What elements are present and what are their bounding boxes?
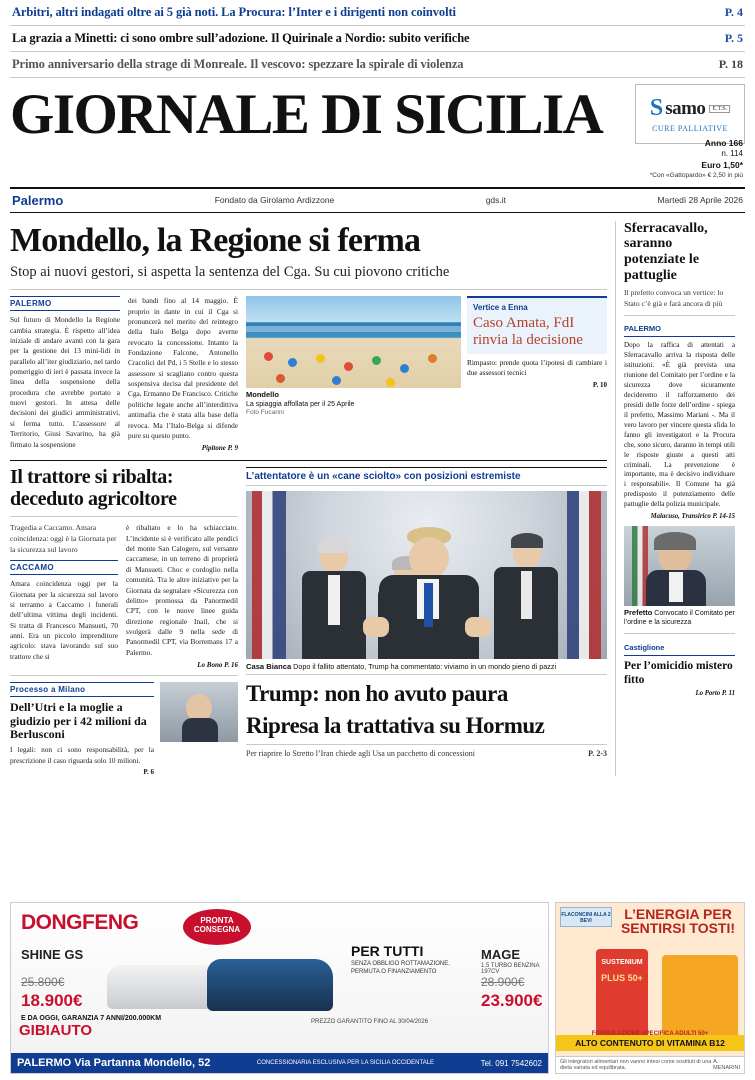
berlusconi-page: P. 6 — [143, 768, 154, 777]
trump-sub-text: Per riaprire lo Stretto l’Iran chiede agli Usa un pacchetto di concessioni — [246, 748, 476, 758]
trattore-headline[interactable]: Il trattore si ribalta: deceduto agricoltore — [10, 466, 177, 510]
prezzo-label: Euro 1,50* — [701, 160, 743, 171]
trump-caption-text: Dopo il fallito attentato, Trump ha commentato: viviamo in un mondo pieno di pazzi — [293, 662, 557, 672]
teaser-text: Primo anniversario della strage di Monreale. Il vescovo: spezzare la spirale di violenza — [12, 57, 464, 71]
berlusconi-photo — [160, 682, 238, 742]
enna-page: P. 10 — [592, 380, 607, 389]
ad2-band2-text: FORMULAZIONE SPECIFICA ADULTI 50+ — [591, 1031, 709, 1037]
ad2-claim-band — [556, 1035, 744, 1051]
price-note: PREZZO GARANTITO FINO AL 30/04/2026 — [311, 1019, 429, 1025]
enna-box[interactable] — [467, 296, 607, 354]
teaser-row[interactable] — [10, 0, 745, 26]
rail-byline: Malacuso, Transirico P. 14-15 — [650, 513, 735, 521]
trattore-standfirst: Tragedia a Caccamo. Amara coincidenza: oggi è la Giornata per la sicurezza sul lavoro — [10, 523, 117, 554]
dealer-footer — [11, 1053, 548, 1073]
teaser-bar — [0, 0, 755, 78]
edition-rule-bar — [10, 187, 745, 213]
prefetto-caption-text: Convocato il Comitato per l’ordine e la sicurezza — [624, 610, 735, 627]
prefetto-caption — [624, 608, 735, 627]
trump-story — [246, 467, 607, 776]
prefetto-photo — [624, 526, 735, 606]
beach-photo-caption — [246, 390, 461, 418]
trattore-body-2: è ribaltato e lo ha schiacciato. L’incidente si è verificato alle pendici del monte San Calogero, sul versante caccamese, in un terreno di proprietà di Mansueti. Choc e cordoglio nella comunità. Tra le altre iniziative per la Giornata da segnalare «Sicurezza con delitto» promossa da Panormedil CPT, con le nuove linee guida direzione regionale Inail, che si svolgerà dalle 9 nella sede di Panormedil CPT, via Borremans 17 a Palermo. — [126, 523, 238, 657]
advertising-strip — [10, 902, 745, 1074]
teaser-row[interactable] — [10, 52, 745, 78]
caption-title: Mondello — [246, 390, 279, 400]
lead-body-1: Sul futuro di Mondello la Regione cambia strategia. È rispetto all’idea iniziale di andare avanti con la gara per la gestione dei 13 mini-lidi in parallelo all’iter giudiziario, nel tardo pomeriggio di ieri è passata invece la linea della sospensione della procedura che avrebbe portato a nuovi gestori. In attesa delle decisioni dei giudici amministrativi, si ferma tutto. L’assessore al Territorio, Giusi Savarino, ha già firmato la sospensione — [10, 315, 120, 449]
product-variant: PLUS 50+ — [601, 973, 643, 983]
car-photo-2 — [207, 959, 333, 1011]
rail-standfirst: Il prefetto convoca un vertice: lo Stato c’è già e farà ancora di più — [624, 288, 735, 316]
dealer-address: PALERMO Via Partanna Mondello, 52 — [17, 1057, 211, 1069]
ad2-manufacturer: A. MENARINI — [713, 1059, 740, 1071]
car-model-1-old-price: 25.800€ — [21, 975, 65, 989]
castiglione-kicker: Castiglione — [624, 640, 735, 656]
castiglione-byline: Lo Porto P. 11 — [695, 689, 735, 697]
teaser-page: P. 5 — [724, 31, 743, 45]
sponsor-initial: S — [649, 95, 664, 121]
enna-kicker: Vertice a Enna — [473, 303, 528, 313]
car-model-2-old-price: 28.900€ — [481, 975, 525, 989]
founder-label: Fondato da Girolamo Ardizzone — [214, 195, 335, 205]
sponsor-logo[interactable] — [635, 84, 745, 144]
product-brand: SUSTENIUM — [601, 959, 643, 966]
dealer-logo: GIBIAUTO — [19, 1022, 93, 1039]
trattore-body-1: Amara coincidenza oggi per la Giornata per la sicurezza sul lavoro si terranno a Caccamo i funerali dell’ultima vittima degli incidenti. Si tratta di Francesco Mansueti, 70 anni. Era un piccolo imprenditore agricolo: stava lavorando sul suo trattore che si — [10, 579, 118, 661]
berlusconi-body: I legali: non ci sono responsabilità, per la prescrizione il caso riguarda solo 10 milioni. — [10, 745, 154, 765]
enna-body: Rimpasto: prende quota l’ipotesi di cambiare i due assessori tecnici — [467, 357, 607, 378]
rail-headline[interactable]: Sferracavallo, saranno potenziate le pattuglie — [624, 220, 708, 283]
per-tutti-sub: SENZA OBBLIGO ROTTAMAZIONE, PERMUTA O FINANZIAMENTO — [351, 961, 450, 975]
right-rail — [615, 221, 735, 777]
trump-photo — [246, 491, 607, 659]
lead-kicker: PALERMO — [10, 296, 120, 311]
numero-label: n. 114 — [721, 149, 743, 159]
trump-photo-caption — [246, 659, 607, 675]
car-model-2: MAGE — [481, 947, 520, 962]
dealer-phone[interactable]: Tel. 091 7542602 — [480, 1058, 542, 1068]
newspaper-logo: GIORNALE DI SICILIA — [10, 82, 603, 146]
car-ad[interactable] — [10, 902, 549, 1074]
car-model-2-new-price: 23.900€ — [481, 991, 543, 1010]
trattore-byline: Lo Bono P. 16 — [197, 661, 238, 670]
trattore-story — [10, 467, 238, 776]
city-label: Palermo — [12, 192, 64, 208]
flaconcini-badge: FLACONCINI ALLA 2 BEVI — [560, 907, 612, 927]
pronta-consegna-badge: PRONTA CONSEGNA — [183, 909, 251, 945]
main-content — [0, 221, 755, 777]
trump-page: P. 2-3 — [588, 748, 607, 758]
castiglione-headline[interactable]: Per l’omicidio mistero fitto — [624, 660, 733, 686]
trump-headline-2[interactable]: Ripresa la trattativa su Hormuz — [246, 712, 545, 738]
car-brand: DONGFENG — [21, 911, 139, 934]
berlusconi-kicker: Processo a Milano — [10, 682, 154, 697]
car-model-1: SHINE GS — [21, 947, 84, 962]
left-column — [10, 221, 615, 777]
teaser-text: Arbitri, altri indagati oltre ai 5 già noti. La Procura: l’Inter e i dirigenti non coinvolti — [12, 5, 456, 19]
berlusconi-headline[interactable]: Dell’Utri e la moglie a giudizio per i 42 milioni da Berlusconi — [10, 700, 147, 741]
trump-headline-1[interactable]: Trump: non ho avuto paura — [246, 681, 508, 707]
teaser-text: La grazia a Minetti: ci sono ombre sull’adozione. Il Quirinale a Nordio: subito verifiche — [12, 31, 470, 45]
lead-byline: Pipitone P. 9 — [201, 444, 238, 453]
caption-text: La spiaggia affollata per il 25 Aprile — [246, 401, 355, 409]
lead-columns — [10, 296, 607, 452]
enna-headline: Caso Amata, FdI rinvia la decisione — [473, 315, 583, 348]
teaser-page: P. 4 — [724, 5, 743, 19]
lead-col-2 — [128, 296, 238, 452]
supplement-ad[interactable] — [555, 902, 745, 1074]
sponsor-tagline: CURE PALLIATIVE — [652, 124, 728, 133]
car-model-2-spec: 1.5 TURBO BENZINA 197CV — [481, 963, 540, 975]
car-photo-1 — [107, 965, 219, 1009]
masthead — [0, 78, 755, 144]
trattore-kicker: CACCAMO — [10, 560, 118, 575]
lead-col-3 — [246, 296, 607, 452]
trump-subline — [246, 744, 607, 758]
beach-photo — [246, 296, 461, 388]
prezzo-nota: *Con «Gattopardo» € 2,50 in più — [649, 171, 743, 179]
sponsor-name: samo — [665, 97, 706, 119]
trump-caption-title: Casa Bianca — [246, 662, 292, 672]
sponsor-etc: E.T.S. — [709, 105, 730, 113]
ad2-footer — [556, 1056, 744, 1073]
garanzia-text: E DA OGGI, GARANZIA 7 ANNI/200.000KM — [21, 1015, 162, 1022]
car-model-1-new-price: 18.900€ — [21, 991, 83, 1010]
date-label: Martedì 28 Aprile 2026 — [657, 195, 743, 205]
section-divider — [10, 460, 607, 461]
rail-kicker: PALERMO — [624, 321, 735, 337]
lead-headline[interactable]: Mondello, la Regione si ferma — [10, 221, 421, 259]
ad2-band-text: ALTO CONTENUTO DI VITAMINA B12 — [575, 1038, 725, 1048]
lead-body-2: dei bandi fino al 14 maggio. È proprio in dante in cui il Cga si pronuncerà nel merito del reintegro della Italo Belga dopo averne revocato la concessione. Intanto la Fondazione Falcone, Antonello Cracolici del Pd, i 5 Stelle e lo stesso assessore si scagliano contro questa sospensiva decisa dal presidente del Cga, Ermanno De Francisco. Critiche politiche legate anche all’interdittiva antimafia che è stata alla base della revoca. Ma l’Italo-Belga si difende pure su questo punto. — [128, 296, 238, 440]
teaser-page: P. 18 — [718, 57, 743, 71]
caption-credit: Foto Fucarini — [246, 409, 284, 417]
anno-label: Anno 166 — [704, 138, 743, 148]
trump-midrule: L’attentatore è un «cane sciolto» con posizioni estremiste — [246, 467, 607, 486]
dealer-sub: CONCESSIONARIA ESCLUSIVA PER LA SICILIA OCCIDENTALE — [256, 1060, 435, 1066]
rail-body: Dopo la raffica di attentati a Sferracavallo arriva la risposta delle istituzioni. «È già prevista una riunione del Comitato per l’ordine e la sicurezza dove sicuramente decideremo il rafforzamento dei presidi delle forze dell’ordine - spiega il prefetto, Massimo Mariani -. Ma il vero lavoro per vincere questa sfida lo fanno gli investigatori e la Procura che, sono sicuro, daranno in tempi utili le risposte giuste a questi atti criminali. La prevenzione è importante, ma è decisivo individuare i responsabili». Il Comune ha già predisposto il potenziamento delle pattuglie della polizia municipale. — [624, 341, 735, 509]
prefetto-caption-title: Prefetto — [624, 608, 653, 618]
ad2-disclaimer: Gli integratori alimentari non vanno intesi come sostituti di una dieta variata ed equilibrata. — [560, 1059, 712, 1071]
ad2-title: L’ENERGIA PER SENTIRSI TOSTI! — [620, 906, 736, 936]
product-pack — [662, 955, 738, 1041]
website-label[interactable]: gds.it — [485, 195, 507, 205]
lead-subhead: Stop ai nuovi gestori, si aspetta la sentenza del Cga. Su cui piovono critiche — [10, 264, 607, 290]
teaser-row[interactable] — [10, 26, 745, 52]
per-tutti-title: PER TUTTI — [351, 943, 424, 959]
lead-col-1 — [10, 296, 120, 452]
